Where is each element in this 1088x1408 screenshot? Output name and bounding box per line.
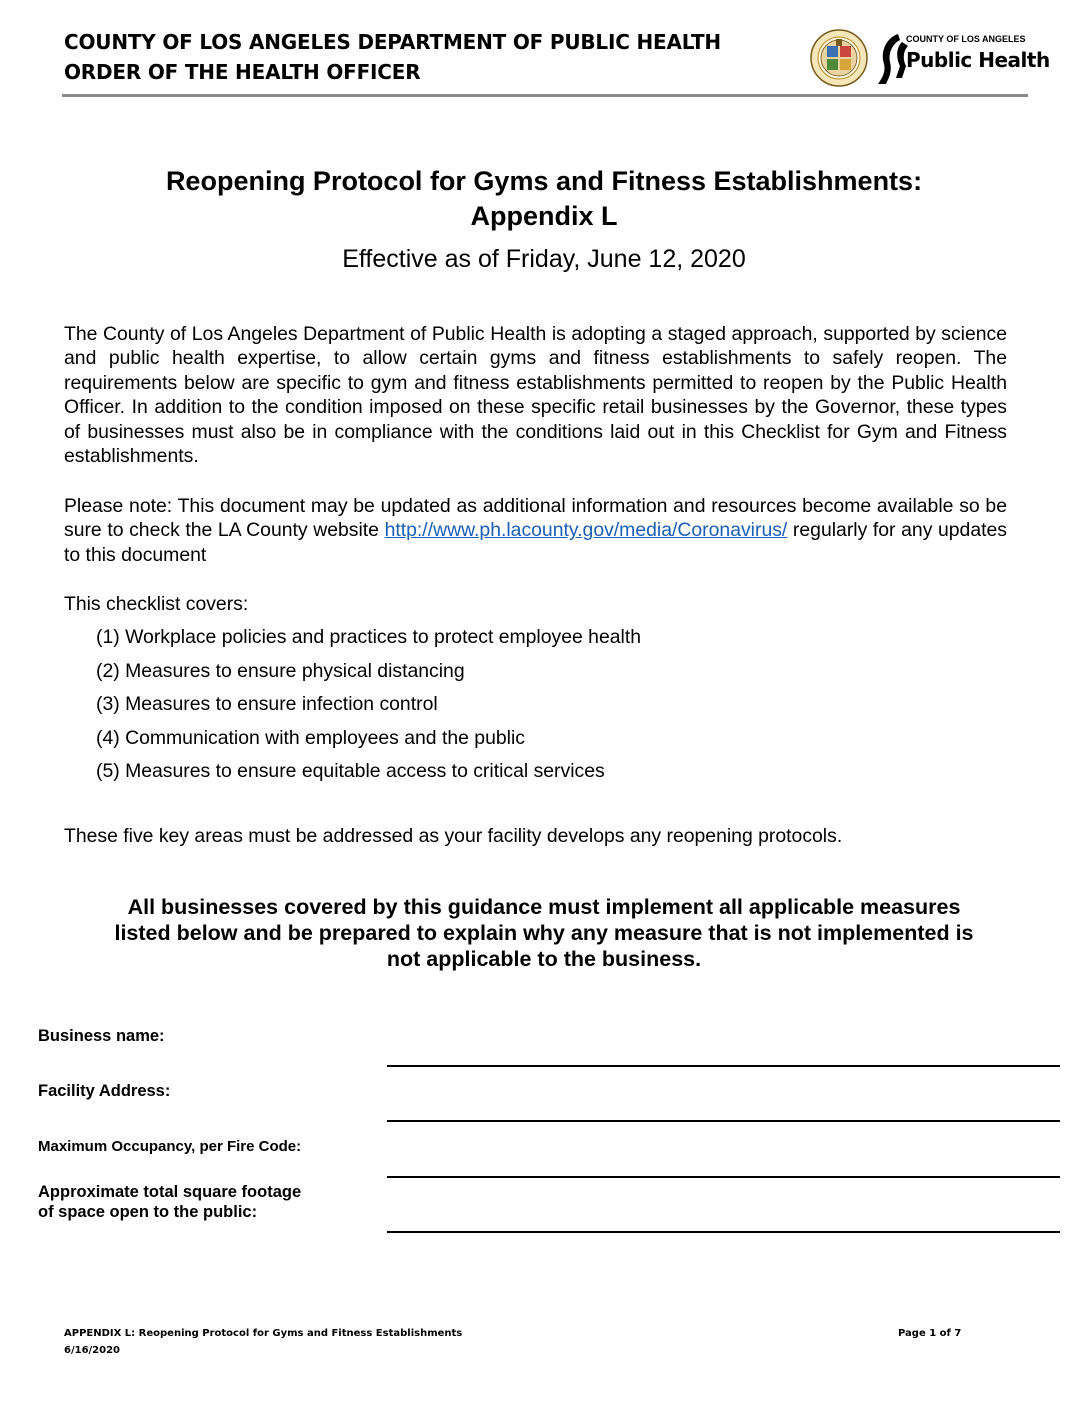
square-footage-field[interactable] — [387, 1231, 1060, 1233]
county-seal-icon — [810, 29, 868, 87]
page-number: Page 1 of 7 — [898, 1328, 962, 1339]
list-item: (2) Measures to ensure physical distancing — [96, 659, 465, 682]
list-item: (1) Workplace policies and practices to protect employee health — [96, 626, 642, 648]
footer-doc-title: APPENDIX L: Reopening Protocol for Gyms and Fitness Establishments — [64, 1328, 463, 1339]
facility-address-field[interactable] — [387, 1120, 1060, 1122]
requirement-line: not applicable to the business. — [386, 947, 702, 971]
footer-date: 6/16/2020 — [64, 1345, 121, 1356]
max-occupancy-label: Maximum Occupancy, per Fire Code: — [38, 1138, 302, 1155]
business-name-label: Business name: — [38, 1027, 165, 1045]
note-text: Please note: This document may be updated as additional information and resources become available so be sure to check the LA County website — [64, 495, 1007, 542]
header-order: ORDER OF THE HEALTH OFFICER — [64, 60, 421, 84]
requirement-line: All businesses covered by this guidance must implement all applicable measures — [127, 895, 961, 919]
list-item: (4) Communication with employees and the public — [96, 726, 525, 749]
lacounty-website-link[interactable]: http://www.ph.lacounty.gov/media/Coronavirus/ — [384, 519, 788, 542]
business-name-field[interactable] — [387, 1065, 1060, 1067]
requirement-notice — [64, 894, 1024, 972]
max-occupancy-field[interactable] — [387, 1176, 1060, 1178]
square-footage-label-line: Approximate total square footage — [38, 1183, 302, 1201]
note-paragraph — [64, 494, 1007, 567]
logo-big-text: Public Health — [906, 48, 1050, 72]
square-footage-label — [38, 1182, 301, 1222]
list-item: (5) Measures to ensure equitable access to critical services — [96, 760, 605, 782]
list-item: (3) Measures to ensure infection control — [96, 693, 438, 715]
page-title: Reopening Protocol for Gyms and Fitness Establishments: — [165, 166, 923, 196]
checklist — [96, 625, 641, 793]
square-footage-label-line: of space open to the public: — [38, 1203, 258, 1221]
checklist-intro: This checklist covers: — [64, 593, 249, 615]
facility-address-label: Facility Address: — [38, 1082, 171, 1100]
key-areas-note: These five key areas must be addressed as your facility develops any reopening protocols. — [64, 825, 843, 847]
requirement-line: listed below and be prepared to explain why any measure that is not implemented is — [114, 921, 974, 945]
header-divider — [62, 94, 1028, 97]
effective-date: Effective as of Friday, June 12, 2020 — [342, 245, 746, 273]
intro-paragraph: The County of Los Angeles Department of Public Health is adopting a staged approach, supported by science and public health expertise, to allow certain gyms and fitness establishments to safely reopen. The requirements below are specific to gym and fitness establishments permitted to reopen by the Public Health Officer. In addition to the condition imposed on these specific retail businesses by the Governor, these types of businesses must also be in compliance with the conditions laid out in this Checklist for Gym and Fitness establishments. — [64, 323, 1007, 468]
header-agency: COUNTY OF LOS ANGELES DEPARTMENT OF PUBLIC HEALTH — [64, 30, 721, 54]
note-text-after: regularly for any updates to this document — [64, 519, 1007, 566]
page-subtitle: Appendix L — [470, 201, 618, 231]
logo-small-text: COUNTY OF LOS ANGELES — [906, 34, 1026, 44]
